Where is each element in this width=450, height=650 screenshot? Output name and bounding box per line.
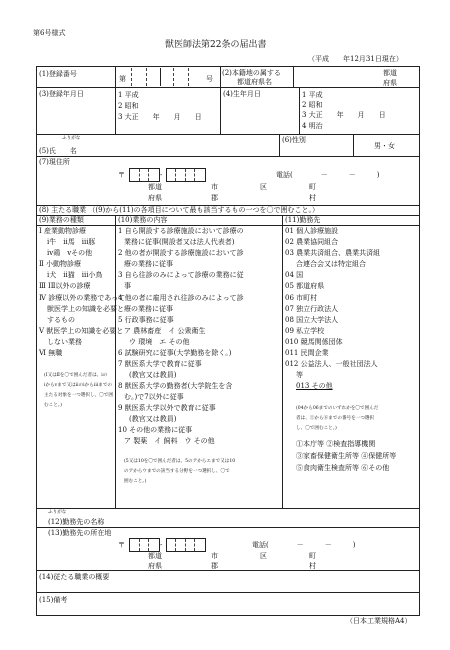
business-type-item[interactable]: ⅰ犬 ⅱ猫 ⅲ小鳥	[47, 271, 103, 279]
workplace-item[interactable]: 011 民間企業	[285, 349, 329, 357]
postal-code-box-second[interactable]	[166, 168, 206, 182]
workplace-note: し、〇で囲むこと。)	[296, 426, 337, 431]
registration-number-suffix: 号	[206, 75, 213, 83]
workplace-item[interactable]: 010 競馬関係団体	[285, 338, 343, 346]
registration-digit-box[interactable]	[160, 68, 161, 86]
business-type-item: しない業務	[47, 338, 82, 346]
registration-number-prefix: 第	[119, 75, 126, 83]
business-content-item[interactable]: 10 その他の業務に従事	[118, 426, 193, 434]
prefecture-suffix: 都道	[383, 69, 397, 77]
business-type-note: 主たる対象を一つ選択し、〇で囲	[44, 393, 113, 398]
business-content-item: 業務に従事(開設者又は法人代表者)	[124, 238, 235, 246]
postal-mark: 〒	[118, 171, 125, 179]
birth-date-label: (4)生年月日	[223, 90, 261, 98]
registration-era-3: 3 大正 年 月 日	[118, 113, 202, 121]
workplace-name-furigana: ふりがな	[48, 510, 67, 515]
prefecture-suffix-2: 府県	[383, 79, 397, 87]
business-content-item[interactable]: 2 他の者が開設する診療施設において診	[118, 249, 244, 257]
workplace-postal-mark: 〒	[118, 541, 125, 549]
workplace-code[interactable]: ③家畜保健衛生所等 ④保健所等	[296, 452, 397, 460]
business-type-item[interactable]: Ⅵ 無職	[39, 349, 63, 357]
workplace-code[interactable]: ①本庁等 ②検査指導機関	[296, 440, 376, 448]
name-label: (5)氏 名	[39, 147, 77, 155]
workplace-note: 者は、①から⑥までの番号を一つ選択	[296, 416, 375, 421]
workplace-postal-hyphen: -	[160, 541, 163, 549]
workplace-item[interactable]: 01 個人診療施設	[285, 227, 339, 235]
main-occupation-label: (8) 主たる職業 （(9)から(11)の各項目について最も該当するもの一つを〇で囲むこと。）	[39, 206, 320, 214]
business-type-title: (9)業務の種類	[39, 216, 84, 224]
workplace-item: 合連合会又は特定組合	[296, 260, 366, 268]
registration-digit-box[interactable]	[188, 68, 189, 86]
workplace-title: (11)勤務先	[285, 216, 321, 224]
workplace-item[interactable]: 08 国立大学法人	[285, 316, 339, 324]
workplace-code[interactable]: ⑤食肉衛生検査所等 ⑥その他	[296, 464, 390, 472]
workplace-item[interactable]: 05 都道府県	[285, 282, 325, 290]
business-content-note: (5又は10を〇で囲んだ者は、5のアからエまで又は10	[124, 459, 236, 464]
registration-digit-box[interactable]	[131, 68, 132, 86]
workplace-phone-field[interactable]: 電話( － － )	[252, 541, 356, 549]
workplace-address-line-1: 都道 市 区 町	[148, 552, 316, 560]
workplace-item[interactable]: 09 私立学校	[285, 327, 325, 335]
business-content-item: (教官又は教員)	[129, 371, 177, 379]
workplace-address-label: (13)勤務先の所在地	[48, 529, 112, 537]
business-type-item[interactable]: Ⅱ 小動物診療	[39, 260, 81, 268]
form-title: 獣医師法第22条の届出書	[165, 40, 267, 50]
paper-size-note: （日本工業規格A4）	[346, 617, 412, 625]
business-content-item[interactable]: 7 獣医系大学で教育に従事	[118, 360, 202, 368]
address-line-1: 都道 市 区 町	[148, 183, 316, 191]
address-line-2: 府県 郡 村	[148, 194, 316, 202]
business-content-item[interactable]: 3 自ら往診のみによって診療の業務に従	[118, 271, 244, 279]
business-type-item[interactable]: ⅳ鶏 ⅴその他	[47, 249, 93, 257]
business-content-item[interactable]: 9 獣医系大学以外で教育に従事	[118, 404, 216, 412]
business-content-item: 療の業務に従事	[124, 305, 173, 313]
business-content-item[interactable]: 6 試験研究に従事(大学勤務を除く。)	[118, 349, 232, 357]
prefecture-label: (2)本籍地の属する	[222, 69, 281, 77]
business-type-note: むこと。)	[44, 403, 62, 408]
secondary-occupation-label: (14)従たる職業の概要	[39, 573, 110, 581]
business-content-item[interactable]: ア 製薬 イ 飼料 ウ その他	[124, 437, 215, 445]
birth-era-3: 3 大正 年 月 日	[302, 111, 386, 119]
birth-era-4: 4 明治	[302, 122, 323, 130]
business-type-item[interactable]: Ⅳ 診療以外の業務であって	[39, 294, 126, 302]
phone-field[interactable]: 電話( － － )	[276, 171, 380, 179]
workplace-item: 等	[296, 371, 303, 379]
business-type-item[interactable]: Ⅴ 獣医学上の知識を必要と	[39, 327, 124, 335]
business-type-note: ⅰからⅴまで又はⅱのⅰからⅲまでの	[44, 383, 113, 388]
registration-number-label: (1)登録番号	[39, 70, 77, 78]
workplace-postal-box-first[interactable]	[129, 538, 163, 552]
remarks-label: (15)備考	[39, 596, 68, 604]
business-content-item[interactable]: ア 農林畜産 イ 公衆衛生	[124, 327, 206, 335]
workplace-item[interactable]: 06 市町村	[285, 294, 318, 302]
business-content-title: (10)業務の内容	[118, 216, 168, 224]
business-type-item: するもの	[47, 316, 75, 324]
birth-era-1: 1 平成	[302, 91, 323, 99]
workplace-note: (04から06までのいずれかを〇で囲んだ	[296, 406, 379, 411]
business-type-item[interactable]: Ⅰ 産業動物診療	[39, 227, 86, 235]
prefecture-label-2: 都道府県名	[237, 78, 272, 86]
registration-era-1: 1 平成	[118, 91, 139, 99]
postal-code-box-first[interactable]	[129, 168, 163, 182]
business-type-item[interactable]: Ⅲ ⅠⅡ以外の診療	[39, 282, 91, 290]
workplace-item[interactable]: 03 農業共済組合、農業共済組	[285, 249, 381, 257]
workplace-item[interactable]: 012 公益法人、一般社団法人	[285, 360, 378, 368]
sex-label: (6)性別	[282, 136, 306, 144]
business-content-item[interactable]: ウ 環境 エ その他	[129, 338, 190, 346]
business-content-item[interactable]: 8 獣医系大学の勤務者(大学院生を含	[118, 382, 233, 390]
registration-era-2: 2 昭和	[118, 102, 139, 110]
business-content-item[interactable]: 4 他の者に雇用され往診のみによって診	[118, 294, 244, 302]
business-content-item: 療の業務に従事	[124, 260, 173, 268]
workplace-name-label: (12)勤務先の名称	[48, 518, 105, 526]
business-content-item: 事	[124, 282, 131, 290]
postal-hyphen: -	[160, 171, 163, 179]
workplace-postal-box-second[interactable]	[166, 538, 206, 552]
sex-value[interactable]: 男・女	[374, 142, 395, 150]
business-content-item: (教官又は教員)	[129, 415, 177, 423]
business-type-note: (Ⅰ又はⅡを〇で囲んだ者は、ⅰの	[44, 373, 108, 378]
workplace-item[interactable]: 07 独立行政法人	[285, 305, 339, 313]
name-furigana-label: ふりがな	[62, 136, 81, 141]
business-content-item[interactable]: 5 行政事務に従事	[118, 316, 174, 324]
registration-digit-box[interactable]	[146, 68, 147, 86]
current-address-label: (7)現住所	[39, 158, 70, 166]
workplace-item[interactable]: 013 その他	[296, 382, 333, 390]
business-type-item: 獣医学上の知識を必要と	[47, 305, 124, 313]
business-type-item[interactable]: ⅰ牛 ⅱ馬 ⅲ豚	[47, 238, 96, 246]
business-content-item: む。)で7以外に従事	[124, 393, 184, 401]
business-content-note: のアからウまでの該当する分野を一つ選択し、〇で	[124, 469, 230, 474]
birth-era-2: 2 昭和	[302, 101, 323, 109]
business-content-item[interactable]: 1 自ら開設する診療施設において診療の	[118, 227, 244, 235]
workplace-item[interactable]: 04 国	[285, 271, 304, 279]
form-number: 第6号様式	[33, 29, 66, 37]
date-note: （平成 年12月31日現在）	[308, 55, 403, 63]
workplace-item[interactable]: 02 農業協同組合	[285, 238, 339, 246]
workplace-address-line-2: 府県 郡 村	[148, 562, 316, 570]
registration-digit-box[interactable]	[173, 68, 174, 86]
business-content-note: 囲むこと。)	[124, 479, 147, 484]
registration-date-label: (3)登録年月日	[39, 90, 84, 98]
